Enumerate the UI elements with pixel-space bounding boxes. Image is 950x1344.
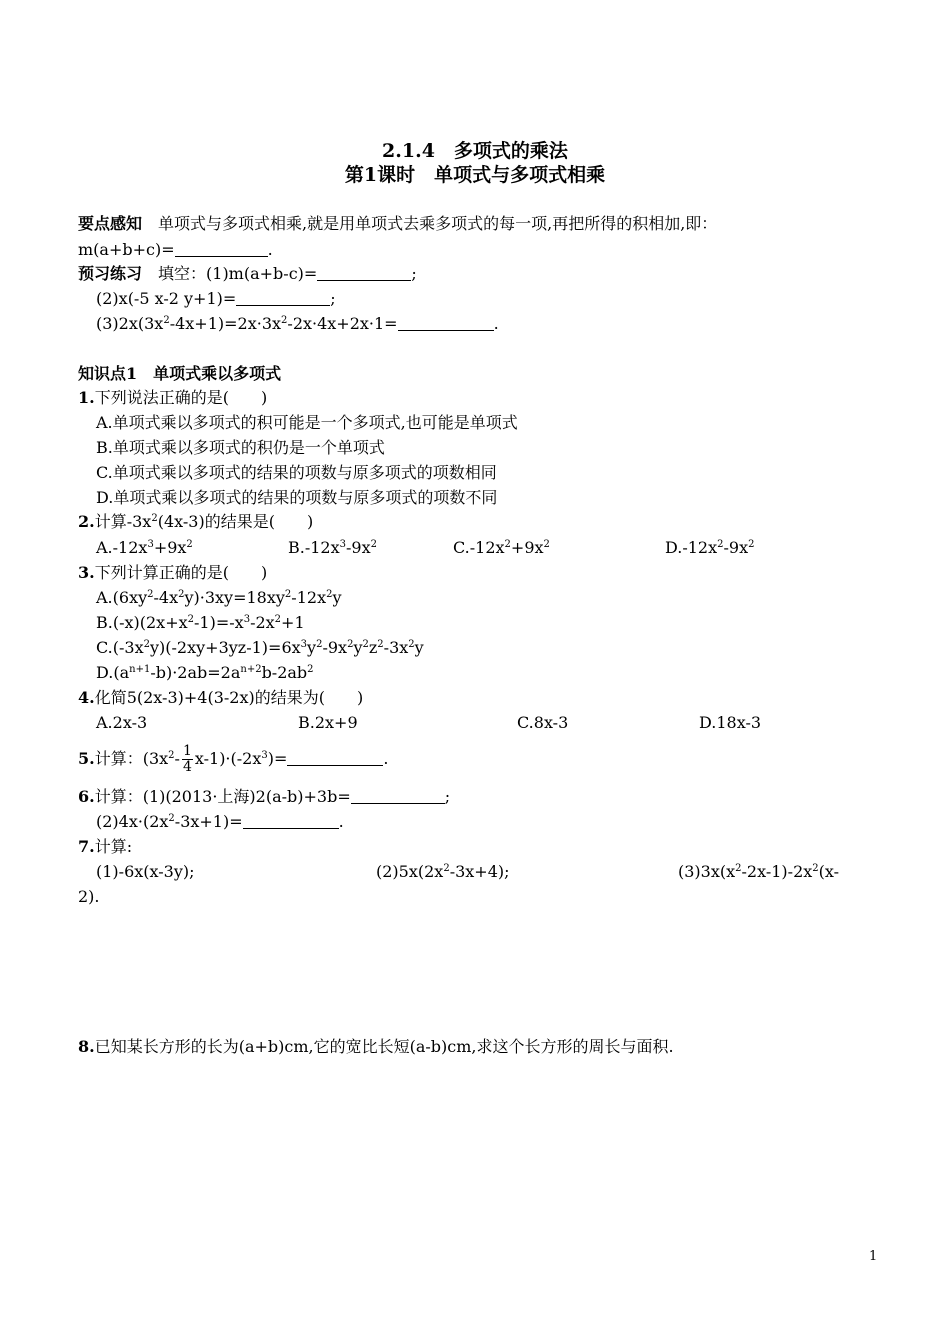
question-5: 5.计算：($3x^2-$ $\frac{1}{4}$ $x-1)\cdot(-2x^3)=$ . bbox=[78, 743, 389, 775]
answer-blank[interactable] bbox=[351, 789, 445, 804]
key-points-formula: m(a+b+c)= bbox=[78, 240, 175, 259]
question-2-option-b: $B.-12x^3-9x^2$ bbox=[288, 538, 377, 557]
page-number: 1 bbox=[869, 1249, 878, 1264]
key-points-label: 要点感知 bbox=[78, 214, 143, 233]
question-2-option-a: $A.-12x^3+9x^2$ bbox=[96, 538, 193, 557]
answer-blank[interactable] bbox=[236, 291, 330, 306]
question-7-stem: 7.计算: bbox=[78, 837, 133, 856]
question-2-option-c: $C.-12x^2+9x^2$ bbox=[453, 538, 550, 557]
preview-line-1: 预习练习 填空：(1)m(a+b-c)= ; bbox=[78, 264, 417, 283]
lesson-title: 第1课时 单项式与多项式相乘 bbox=[344, 164, 606, 186]
question-2-option-d: $D.-12x^2-9x^2$ bbox=[665, 538, 755, 557]
question-7-part-3-continued: 2). bbox=[78, 887, 100, 906]
question-1-option-a: A.单项式乘以多项式的积可能是一个多项式,也可能是单项式 bbox=[96, 413, 518, 432]
knowledge-point-heading: 知识点1 单项式乘以多项式 bbox=[78, 364, 282, 383]
key-points-line bbox=[78, 213, 717, 235]
question-1-option-d: D.单项式乘以多项式的结果的项数与原多项式的项数不同 bbox=[96, 488, 498, 507]
question-1-option-b: B.单项式乘以多项式的积仍是一个单项式 bbox=[96, 438, 385, 457]
question-7-part-3: $(3)3x(x^2-2x-1)-2x^2(x-$ bbox=[678, 862, 840, 881]
question-7-part-1: (1)-6x(x-3y); bbox=[96, 862, 195, 881]
preview-label: 预习练习 bbox=[78, 264, 143, 283]
key-points-formula-line: m(a+b+c)= . bbox=[78, 240, 273, 259]
preview-line-2: (2)x(-5 x-2 y+1)= ; bbox=[96, 289, 336, 308]
question-3-option-a: $A.(6xy^2-4x^2y)\cdot 3xy=18xy^2-12x^2y$ bbox=[96, 588, 342, 607]
answer-blank[interactable] bbox=[243, 814, 339, 829]
question-2-stem: 2.计算$-3x^2(4x-3)$的结果是( ) bbox=[78, 512, 314, 531]
fraction-one-quarter: $\frac{1}{4}$ bbox=[182, 743, 192, 775]
key-points-text: 单项式与多项式相乘,就是用单项式去乘多项式的每一项,再把所得的积相加,即： bbox=[142, 214, 718, 233]
question-4-option-a: A.2x-3 bbox=[96, 713, 148, 732]
question-3-option-d: $D.(a^{n+1}-b)\cdot 2ab=2a^{n+2}b-2ab^2$ bbox=[96, 663, 314, 682]
question-4-option-c: C.8x-3 bbox=[517, 713, 569, 732]
question-3-option-c: $C.(-3x^2y)(-2xy+3yz-1)=6x^3y^2-9x^2y^2z^2-3x^2y$ bbox=[96, 638, 424, 657]
question-6-part-2: $(2)4x\cdot(2x^2-3x+1)=$ . bbox=[96, 812, 344, 831]
question-1-option-c: C.单项式乘以多项式的结果的项数与原多项式的项数相同 bbox=[96, 463, 497, 482]
answer-blank[interactable] bbox=[287, 751, 383, 766]
question-4-option-d: D.18x-3 bbox=[699, 713, 762, 732]
question-3-stem: 3.下列计算正确的是( ) bbox=[78, 563, 268, 582]
question-1-stem: 1.下列说法正确的是( ) bbox=[78, 388, 268, 407]
question-6-part-1: 6.计算：(1)(2013·上海)2(a-b)+3b= ; bbox=[78, 787, 451, 806]
question-3-option-b: $B.(-x)(2x+x^2-1)=-x^3-2x^2+1$ bbox=[96, 613, 305, 632]
question-7-part-2: $(2)5x(2x^2-3x+4)$; bbox=[376, 862, 510, 881]
answer-blank[interactable] bbox=[317, 266, 411, 281]
preview-line-3: $(3)2x(3x^2-4x+1)=2x\cdot 3x^2-2x\cdot 4x+2x\cdot 1=$ . bbox=[96, 314, 499, 333]
question-8: 8.已知某长方形的长为(a+b)cm,它的宽比长短(a-b)cm,求这个长方形的周长与面积. bbox=[78, 1037, 674, 1056]
question-4-stem: 4.化简5(2x-3)+4(3-2x)的结果为( ) bbox=[78, 688, 364, 707]
answer-blank[interactable] bbox=[398, 316, 494, 331]
section-title: 2.1.4 多项式的乘法 bbox=[382, 140, 568, 162]
answer-blank[interactable] bbox=[175, 242, 268, 257]
question-4-option-b: B.2x+9 bbox=[298, 713, 358, 732]
